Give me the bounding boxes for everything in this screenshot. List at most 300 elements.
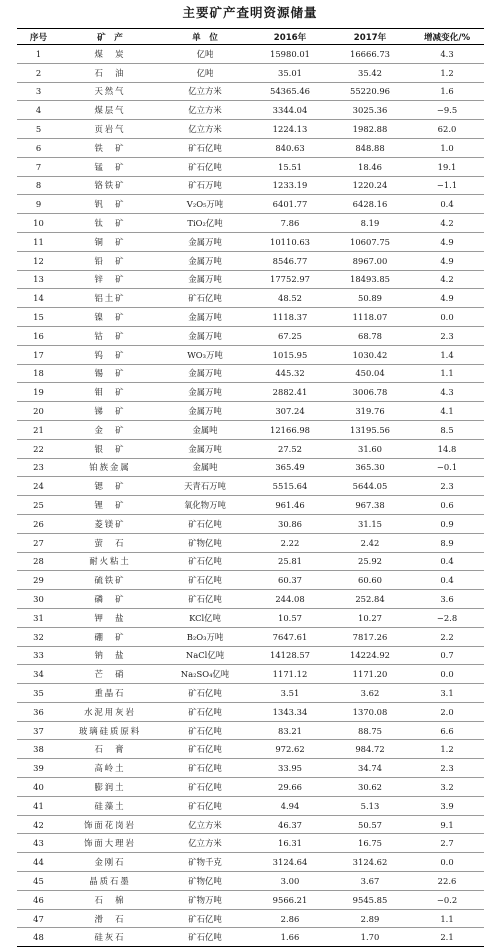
header-row (17, 29, 484, 45)
unit: NaCl亿吨 (160, 646, 250, 665)
value-2016: 33.95 (250, 759, 330, 778)
change-percent: 1.4 (410, 345, 484, 364)
row-index: 8 (17, 176, 60, 195)
value-2016: 29.66 (250, 778, 330, 797)
value-2017: 2.89 (330, 909, 410, 928)
change-percent: 19.1 (410, 157, 484, 176)
mineral-name: 铂族金属 (60, 458, 160, 477)
table-row (17, 477, 484, 496)
mineral-name: 锡 矿 (60, 364, 160, 383)
row-index: 48 (17, 928, 60, 947)
value-2017: 3124.62 (330, 853, 410, 872)
unit: 金属吨 (160, 420, 250, 439)
change-percent: 2.1 (410, 928, 484, 947)
unit: 矿石亿吨 (160, 740, 250, 759)
unit: 矿物亿吨 (160, 533, 250, 552)
row-index: 23 (17, 458, 60, 477)
change-percent: 0.4 (410, 195, 484, 214)
value-2016: 16.31 (250, 834, 330, 853)
unit: 亿立方米 (160, 82, 250, 101)
unit: 金属万吨 (160, 402, 250, 421)
value-2017: 1.70 (330, 928, 410, 947)
change-percent: 4.3 (410, 45, 484, 64)
change-percent: 9.1 (410, 815, 484, 834)
table-row (17, 120, 484, 139)
reserves-table (17, 28, 484, 947)
mineral-name: 饰面花岗岩 (60, 815, 160, 834)
mineral-name: 硫铁矿 (60, 571, 160, 590)
unit: 亿立方米 (160, 101, 250, 120)
mineral-name: 镍 矿 (60, 308, 160, 327)
row-index: 9 (17, 195, 60, 214)
row-index: 19 (17, 383, 60, 402)
unit: 矿物千克 (160, 853, 250, 872)
value-2017: 68.78 (330, 326, 410, 345)
header-index: 序号 (17, 29, 60, 45)
unit: Na₂SO₄亿吨 (160, 665, 250, 684)
row-index: 37 (17, 721, 60, 740)
change-percent: 0.6 (410, 496, 484, 515)
table-row (17, 909, 484, 928)
table-row (17, 496, 484, 515)
value-2017: 1030.42 (330, 345, 410, 364)
row-index: 6 (17, 138, 60, 157)
value-2016: 2.22 (250, 533, 330, 552)
mineral-name: 钼 矿 (60, 383, 160, 402)
table-row (17, 308, 484, 327)
table-row (17, 665, 484, 684)
value-2017: 848.88 (330, 138, 410, 157)
row-index: 35 (17, 684, 60, 703)
value-2016: 3.00 (250, 872, 330, 891)
change-percent: 3.6 (410, 590, 484, 609)
mineral-name: 膨润土 (60, 778, 160, 797)
row-index: 39 (17, 759, 60, 778)
value-2017: 34.74 (330, 759, 410, 778)
value-2017: 50.89 (330, 289, 410, 308)
table-row (17, 702, 484, 721)
unit: 矿石亿吨 (160, 759, 250, 778)
change-percent: 0.0 (410, 665, 484, 684)
mineral-name: 磷 矿 (60, 590, 160, 609)
table-row (17, 684, 484, 703)
table-row (17, 345, 484, 364)
value-2017: 9545.85 (330, 890, 410, 909)
mineral-name: 钨 矿 (60, 345, 160, 364)
table-row (17, 778, 484, 797)
table-row (17, 157, 484, 176)
change-percent: 4.3 (410, 383, 484, 402)
mineral-name: 玻璃硅质原料 (60, 721, 160, 740)
mineral-name: 硼 矿 (60, 627, 160, 646)
unit: 矿石亿吨 (160, 552, 250, 571)
unit: 矿石亿吨 (160, 157, 250, 176)
value-2016: 14128.57 (250, 646, 330, 665)
value-2016: 25.81 (250, 552, 330, 571)
header-2016: 2016年 (250, 29, 330, 45)
change-percent: 4.9 (410, 251, 484, 270)
table-row (17, 458, 484, 477)
unit: 金属万吨 (160, 364, 250, 383)
value-2016: 2882.41 (250, 383, 330, 402)
table-row (17, 232, 484, 251)
unit: 金属吨 (160, 458, 250, 477)
unit: 金属万吨 (160, 383, 250, 402)
change-percent: 1.2 (410, 740, 484, 759)
unit: 矿石亿吨 (160, 289, 250, 308)
change-percent: 6.6 (410, 721, 484, 740)
row-index: 30 (17, 590, 60, 609)
mineral-name: 萤 石 (60, 533, 160, 552)
row-index: 24 (17, 477, 60, 496)
change-percent: 0.4 (410, 552, 484, 571)
unit: 矿石亿吨 (160, 909, 250, 928)
mineral-name: 铬铁矿 (60, 176, 160, 195)
change-percent: 0.7 (410, 646, 484, 665)
unit: 亿吨 (160, 63, 250, 82)
unit: 矿石亿吨 (160, 702, 250, 721)
value-2016: 972.62 (250, 740, 330, 759)
mineral-name: 锂 矿 (60, 496, 160, 515)
mineral-name: 石 棉 (60, 890, 160, 909)
mineral-name: 重晶石 (60, 684, 160, 703)
row-index: 41 (17, 796, 60, 815)
mineral-name: 晶质石墨 (60, 872, 160, 891)
value-2017: 18493.85 (330, 270, 410, 289)
table-row (17, 552, 484, 571)
unit: 矿石亿吨 (160, 796, 250, 815)
row-index: 10 (17, 214, 60, 233)
mineral-name: 铝土矿 (60, 289, 160, 308)
table-row (17, 721, 484, 740)
unit: 矿石亿吨 (160, 138, 250, 157)
value-2017: 31.15 (330, 514, 410, 533)
value-2017: 8967.00 (330, 251, 410, 270)
value-2017: 31.60 (330, 439, 410, 458)
change-percent: 8.9 (410, 533, 484, 552)
value-2016: 307.24 (250, 402, 330, 421)
value-2017: 16.75 (330, 834, 410, 853)
mineral-name: 铜 矿 (60, 232, 160, 251)
table-row (17, 383, 484, 402)
row-index: 21 (17, 420, 60, 439)
mineral-name: 钛 矿 (60, 214, 160, 233)
row-index: 42 (17, 815, 60, 834)
mineral-name: 锶 矿 (60, 477, 160, 496)
value-2016: 445.32 (250, 364, 330, 383)
mineral-name: 钠 盐 (60, 646, 160, 665)
value-2016: 1343.34 (250, 702, 330, 721)
unit: 金属万吨 (160, 326, 250, 345)
value-2017: 50.57 (330, 815, 410, 834)
unit: 矿石亿吨 (160, 721, 250, 740)
value-2016: 3.51 (250, 684, 330, 703)
table-row (17, 63, 484, 82)
mineral-name: 钒 矿 (60, 195, 160, 214)
change-percent: 0.0 (410, 853, 484, 872)
change-percent: 62.0 (410, 120, 484, 139)
value-2016: 5515.64 (250, 477, 330, 496)
row-index: 14 (17, 289, 60, 308)
value-2016: 1.66 (250, 928, 330, 947)
unit: 矿物亿吨 (160, 872, 250, 891)
mineral-name: 铅 矿 (60, 251, 160, 270)
change-percent: −0.1 (410, 458, 484, 477)
table-row (17, 514, 484, 533)
mineral-name: 菱镁矿 (60, 514, 160, 533)
value-2016: 2.86 (250, 909, 330, 928)
table-row (17, 439, 484, 458)
value-2017: 13195.56 (330, 420, 410, 439)
value-2016: 8546.77 (250, 251, 330, 270)
header-2017: 2017年 (330, 29, 410, 45)
change-percent: 4.9 (410, 289, 484, 308)
table-row (17, 289, 484, 308)
table-row (17, 195, 484, 214)
unit: V₂O₅万吨 (160, 195, 250, 214)
change-percent: 14.8 (410, 439, 484, 458)
value-2017: 5.13 (330, 796, 410, 815)
value-2016: 1233.19 (250, 176, 330, 195)
value-2017: 3.62 (330, 684, 410, 703)
mineral-name: 天然气 (60, 82, 160, 101)
mineral-name: 石 油 (60, 63, 160, 82)
header-mineral: 矿 产 (60, 29, 160, 45)
table-row (17, 890, 484, 909)
change-percent: 1.0 (410, 138, 484, 157)
value-2016: 12166.98 (250, 420, 330, 439)
value-2017: 10.27 (330, 608, 410, 627)
table-row (17, 796, 484, 815)
value-2016: 15.51 (250, 157, 330, 176)
unit: 亿立方米 (160, 120, 250, 139)
value-2016: 15980.01 (250, 45, 330, 64)
value-2017: 1370.08 (330, 702, 410, 721)
value-2017: 3006.78 (330, 383, 410, 402)
table-row (17, 590, 484, 609)
change-percent: 1.1 (410, 364, 484, 383)
mineral-name: 锰 矿 (60, 157, 160, 176)
table-row (17, 815, 484, 834)
unit: 矿石亿吨 (160, 590, 250, 609)
value-2016: 4.94 (250, 796, 330, 815)
table-row (17, 402, 484, 421)
table-row (17, 533, 484, 552)
row-index: 28 (17, 552, 60, 571)
row-index: 45 (17, 872, 60, 891)
change-percent: 4.1 (410, 402, 484, 421)
value-2016: 7.86 (250, 214, 330, 233)
unit: 矿物万吨 (160, 890, 250, 909)
change-percent: 4.2 (410, 214, 484, 233)
unit: WO₃万吨 (160, 345, 250, 364)
row-index: 2 (17, 63, 60, 82)
unit: 矿石亿吨 (160, 571, 250, 590)
table-row (17, 571, 484, 590)
row-index: 11 (17, 232, 60, 251)
mineral-name: 金 矿 (60, 420, 160, 439)
row-index: 47 (17, 909, 60, 928)
table-row (17, 82, 484, 101)
value-2016: 3344.04 (250, 101, 330, 120)
value-2016: 67.25 (250, 326, 330, 345)
change-percent: 3.1 (410, 684, 484, 703)
unit: 矿石亿吨 (160, 684, 250, 703)
unit: 氧化物万吨 (160, 496, 250, 515)
value-2016: 54365.46 (250, 82, 330, 101)
value-2017: 984.72 (330, 740, 410, 759)
row-index: 16 (17, 326, 60, 345)
value-2017: 5644.05 (330, 477, 410, 496)
value-2017: 60.60 (330, 571, 410, 590)
mineral-name: 银 矿 (60, 439, 160, 458)
value-2016: 7647.61 (250, 627, 330, 646)
mineral-name: 钴 矿 (60, 326, 160, 345)
row-index: 7 (17, 157, 60, 176)
table-row (17, 608, 484, 627)
change-percent: 4.2 (410, 270, 484, 289)
row-index: 34 (17, 665, 60, 684)
change-percent: 2.0 (410, 702, 484, 721)
unit: 矿石亿吨 (160, 514, 250, 533)
mineral-name: 铁 矿 (60, 138, 160, 157)
table-row (17, 853, 484, 872)
table-row (17, 928, 484, 947)
value-2017: 2.42 (330, 533, 410, 552)
mineral-name: 煤 炭 (60, 45, 160, 64)
mineral-name: 锌 矿 (60, 270, 160, 289)
value-2016: 60.37 (250, 571, 330, 590)
value-2016: 961.46 (250, 496, 330, 515)
mineral-name: 石 膏 (60, 740, 160, 759)
change-percent: 3.9 (410, 796, 484, 815)
change-percent: 4.9 (410, 232, 484, 251)
row-index: 12 (17, 251, 60, 270)
row-index: 22 (17, 439, 60, 458)
table-row (17, 176, 484, 195)
mineral-name: 钾 盐 (60, 608, 160, 627)
value-2017: 319.76 (330, 402, 410, 421)
row-index: 33 (17, 646, 60, 665)
value-2017: 1171.20 (330, 665, 410, 684)
change-percent: 0.0 (410, 308, 484, 327)
table-title: 主要矿产查明资源储量 (182, 5, 318, 20)
change-percent: 22.6 (410, 872, 484, 891)
table-row (17, 872, 484, 891)
row-index: 27 (17, 533, 60, 552)
unit: 金属万吨 (160, 308, 250, 327)
row-index: 46 (17, 890, 60, 909)
row-index: 4 (17, 101, 60, 120)
change-percent: 1.6 (410, 82, 484, 101)
table-row (17, 270, 484, 289)
row-index: 38 (17, 740, 60, 759)
table-row (17, 251, 484, 270)
value-2017: 6428.16 (330, 195, 410, 214)
table-row (17, 420, 484, 439)
table-row (17, 138, 484, 157)
value-2017: 35.42 (330, 63, 410, 82)
table-row (17, 740, 484, 759)
change-percent: −1.1 (410, 176, 484, 195)
change-percent: 2.3 (410, 477, 484, 496)
table-row (17, 759, 484, 778)
unit: 金属万吨 (160, 270, 250, 289)
value-2016: 46.37 (250, 815, 330, 834)
table-row (17, 834, 484, 853)
change-percent: 8.5 (410, 420, 484, 439)
row-index: 36 (17, 702, 60, 721)
value-2016: 30.86 (250, 514, 330, 533)
value-2016: 83.21 (250, 721, 330, 740)
change-percent: 0.9 (410, 514, 484, 533)
value-2016: 1015.95 (250, 345, 330, 364)
value-2016: 35.01 (250, 63, 330, 82)
value-2016: 17752.97 (250, 270, 330, 289)
row-index: 44 (17, 853, 60, 872)
value-2017: 30.62 (330, 778, 410, 797)
mineral-name: 耐火粘土 (60, 552, 160, 571)
value-2017: 967.38 (330, 496, 410, 515)
row-index: 15 (17, 308, 60, 327)
header-unit: 单 位 (160, 29, 250, 45)
table-row (17, 101, 484, 120)
table-row (17, 646, 484, 665)
unit: B₂O₃万吨 (160, 627, 250, 646)
value-2017: 3.67 (330, 872, 410, 891)
value-2016: 10110.63 (250, 232, 330, 251)
unit: 天青石万吨 (160, 477, 250, 496)
row-index: 31 (17, 608, 60, 627)
value-2017: 450.04 (330, 364, 410, 383)
value-2016: 48.52 (250, 289, 330, 308)
row-index: 5 (17, 120, 60, 139)
row-index: 17 (17, 345, 60, 364)
value-2017: 8.19 (330, 214, 410, 233)
value-2017: 1982.88 (330, 120, 410, 139)
change-percent: 2.2 (410, 627, 484, 646)
unit: 金属万吨 (160, 251, 250, 270)
row-index: 29 (17, 571, 60, 590)
unit: 亿立方米 (160, 834, 250, 853)
unit: KCl亿吨 (160, 608, 250, 627)
value-2016: 1171.12 (250, 665, 330, 684)
unit: 矿石万吨 (160, 176, 250, 195)
value-2017: 1118.07 (330, 308, 410, 327)
value-2016: 1118.37 (250, 308, 330, 327)
row-index: 20 (17, 402, 60, 421)
mineral-name: 煤层气 (60, 101, 160, 120)
value-2016: 10.57 (250, 608, 330, 627)
change-percent: 2.7 (410, 834, 484, 853)
row-index: 13 (17, 270, 60, 289)
mineral-name: 硅灰石 (60, 928, 160, 947)
value-2017: 55220.96 (330, 82, 410, 101)
table-row (17, 214, 484, 233)
unit: 亿吨 (160, 45, 250, 64)
row-index: 1 (17, 45, 60, 64)
value-2017: 1220.24 (330, 176, 410, 195)
mineral-name: 高岭土 (60, 759, 160, 778)
mineral-name: 锑 矿 (60, 402, 160, 421)
change-percent: 2.3 (410, 759, 484, 778)
unit: 金属万吨 (160, 232, 250, 251)
value-2017: 3025.36 (330, 101, 410, 120)
unit: 亿立方米 (160, 815, 250, 834)
row-index: 18 (17, 364, 60, 383)
mineral-name: 滑 石 (60, 909, 160, 928)
header-change: 增减变化/% (410, 29, 484, 45)
